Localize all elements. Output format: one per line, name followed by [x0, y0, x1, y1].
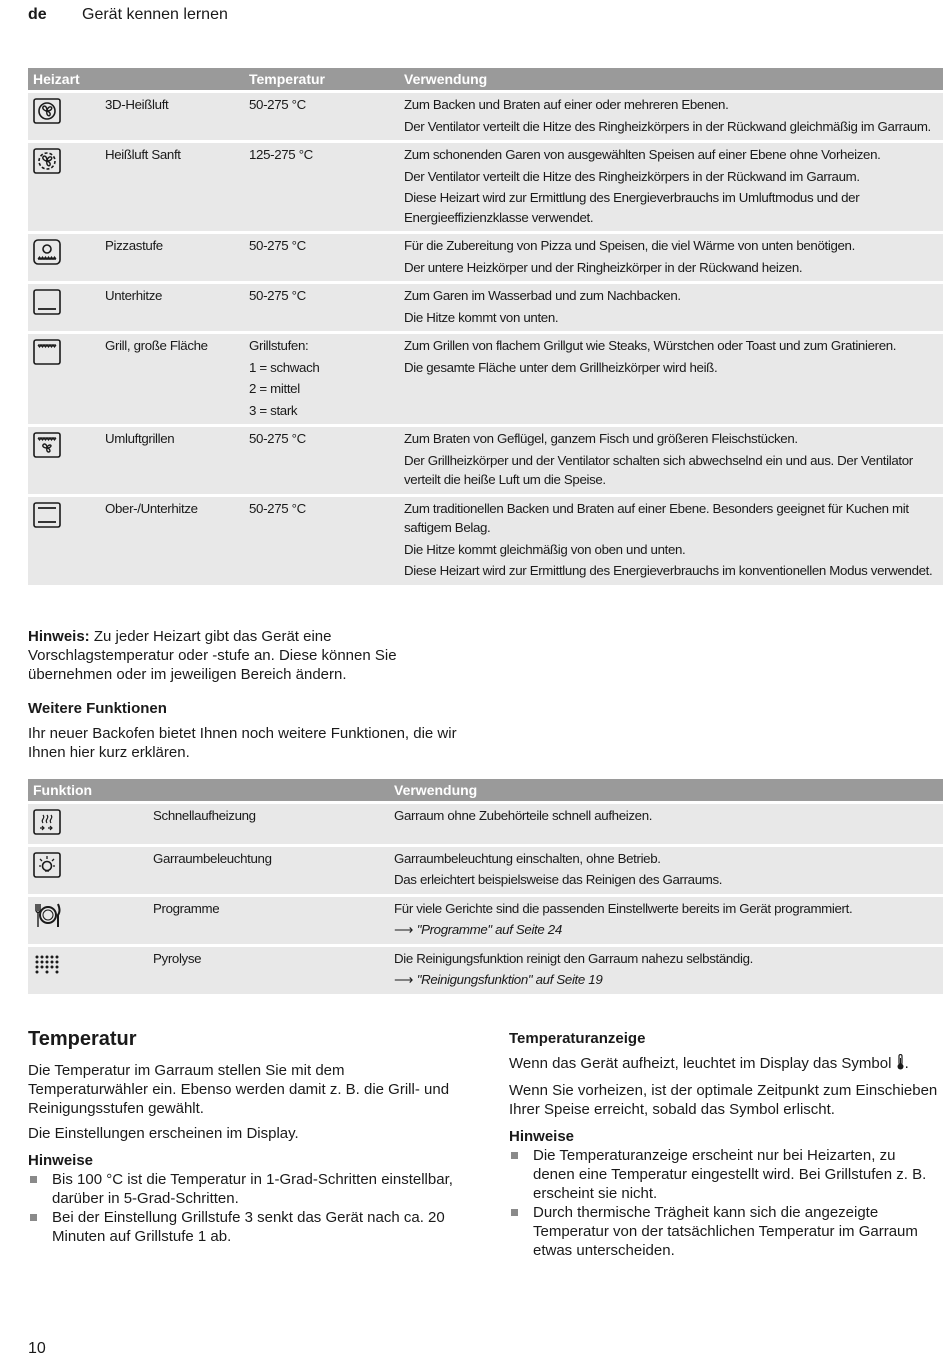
- list-item: Die Temperaturanzeige erscheint nur bei Heizarten, zu denen eine Temperatur eingestellt wird. Bei Grillstufen z. B. erscheint sie nicht.: [509, 1146, 939, 1203]
- usage-cell: [399, 331, 943, 424]
- temperature-cell: [244, 424, 399, 494]
- usage-text: Für viele Gerichte sind die passenden Einstellwerte bereits im Gerät programmiert.: [394, 900, 853, 916]
- heating-mode-icon-cell: [28, 331, 100, 424]
- table-row: [28, 494, 943, 585]
- temperature-display-paragraph: Wenn Sie vorheizen, ist der optimale Zeitpunkt zum Einschieben Ihrer Speise erreicht, sobald das Symbol erlischt.: [509, 1082, 938, 1118]
- heating-mode-name: 3D-Heißluft: [100, 90, 244, 140]
- usage-text: Der untere Heizkörper und der Ringheizkörper in der Rückwand heizen.: [404, 259, 803, 275]
- chapter-title: Gerät kennen lernen: [82, 6, 228, 23]
- thermometer-icon: [896, 1054, 905, 1075]
- heating-mode-name: Grill, große Fläche: [100, 331, 244, 424]
- usage-text: Garraumbeleuchtung einschalten, ohne Betrieb.: [394, 850, 661, 866]
- page-reference-text[interactable]: "Programme" auf Seite 24: [416, 922, 562, 937]
- usage-text: Zum Grillen von flachem Grillgut wie Steaks, Würstchen oder Toast und zum Gratinieren.: [404, 338, 897, 353]
- table-row: [28, 90, 943, 140]
- function-name: Schnellaufheizung: [148, 801, 389, 844]
- temperature-paragraph: Die Temperatur im Garraum stellen Sie mit dem Temperaturwähler ein. Ebenso werden damit z. B. die Grill- und Reinigungsstufen gewählt.: [28, 1062, 450, 1117]
- temperature-paragraph: Die Einstellungen erscheinen im Display.: [28, 1125, 299, 1142]
- page-reference-text[interactable]: "Reinigungsfunktion" auf Seite 19: [416, 972, 603, 987]
- temperature-display-heading: Temperaturanzeige: [509, 1030, 646, 1047]
- language-code: de: [28, 6, 47, 23]
- temperature-value: 50-275 °C: [249, 500, 306, 516]
- table-row: [28, 424, 943, 494]
- heating-mode-name: Ober-/Unterhitze: [100, 494, 244, 585]
- usage-text: Diese Heizart wird zur Ermittlung des Energieverbrauchs im Umluftmodus und der Energieeffizienzklasse verwendet.: [404, 190, 860, 225]
- temperature-value: 125-275 °C: [249, 147, 313, 162]
- usage-text: Der Grillheizkörper und der Ventilator schalten sich abwechselnd ein und aus. Der Ventilator verteilt die heiße Luft um die Speise.: [404, 452, 913, 487]
- heating-mode-icon-cell: [28, 90, 100, 140]
- temperature-cell: [244, 90, 399, 140]
- usage-text: Zum Garen im Wasserbad und zum Nachbacken.: [404, 288, 681, 303]
- column-header-heating-mode: Heizart: [28, 68, 244, 90]
- usage-text: Die Hitze kommt von unten.: [404, 309, 559, 325]
- pizza-setting-icon: [32, 238, 62, 266]
- heating-mode-icon-cell: [28, 231, 100, 281]
- usage-cell: [399, 90, 943, 140]
- temperature-value: 50-275 °C: [249, 431, 306, 446]
- oven-light-icon: [32, 851, 62, 879]
- arrow-right-icon: ⟶: [394, 972, 413, 987]
- list-item: Bei der Einstellung Grillstufe 3 senkt das Gerät nach ca. 20 Minuten auf Grillstufe 1 ab.: [28, 1208, 468, 1246]
- function-icon-cell: [28, 894, 148, 944]
- usage-cell: [389, 944, 943, 994]
- fan-3d-icon: [32, 97, 62, 125]
- temperature-cell: [244, 331, 399, 424]
- usage-text: Der Ventilator verteilt die Hitze des Ringheizkörpers in der Rückwand im Garraum.: [404, 168, 860, 184]
- arrow-right-icon: ⟶: [394, 922, 413, 937]
- heating-mode-icon-cell: [28, 140, 100, 231]
- column-header-usage: Verwendung: [389, 779, 943, 801]
- temperature-cell: [244, 494, 399, 585]
- temperature-display-paragraph: [509, 1054, 939, 1075]
- usage-cell: [399, 140, 943, 231]
- heating-mode-icon-cell: [28, 281, 100, 331]
- usage-cell: [399, 424, 943, 494]
- usage-text: Garraum ohne Zubehörteile schnell aufheizen.: [394, 808, 653, 823]
- table-row: [28, 894, 943, 944]
- table-header-row: [28, 68, 943, 90]
- table-header-row: [28, 779, 943, 801]
- temperature-cell: [244, 281, 399, 331]
- usage-text: Das erleichtert beispielsweise das Reinigen des Garraums.: [394, 872, 723, 887]
- temperature-display-text-end: .: [904, 1055, 909, 1072]
- page-number: 10: [28, 1340, 46, 1357]
- bottom-heat-icon: [32, 288, 62, 316]
- heating-mode-icon-cell: [28, 424, 100, 494]
- usage-cell: [389, 894, 943, 944]
- programmes-icon: [32, 901, 62, 929]
- temperature-display-notes-heading: Hinweise: [509, 1128, 575, 1145]
- hint-note: [28, 627, 468, 690]
- page-header: [28, 6, 228, 24]
- function-icon-cell: [28, 844, 148, 894]
- list-item: Durch thermische Trägheit kann sich die angezeigte Temperatur von der tatsächlichen Temperatur im Garraum etwas unterscheiden.: [509, 1203, 939, 1260]
- temperature-cell: [244, 140, 399, 231]
- usage-text: Die Reinigungsfunktion reinigt den Garraum nahezu selbständig.: [394, 950, 753, 966]
- more-functions-section: [28, 699, 468, 768]
- usage-text: Die Hitze kommt gleichmäßig von oben und unten.: [404, 541, 686, 557]
- temperature-notes-list: [28, 1170, 468, 1246]
- pyrolysis-icon: [32, 951, 62, 979]
- page-reference-link[interactable]: [394, 970, 938, 990]
- usage-text: Zum traditionellen Backen und Braten auf einer Ebene. Besonders geeignet für Kuchen mit saftigem Belag.: [404, 500, 909, 535]
- usage-text: Die gesamte Fläche unter dem Grillheizkörper wird heiß.: [404, 359, 718, 375]
- temperature-value: 3 = stark: [249, 402, 298, 418]
- temperature-section: [28, 1061, 468, 1246]
- table-row: [28, 844, 943, 894]
- table-row: [28, 281, 943, 331]
- usage-cell: [399, 494, 943, 585]
- usage-cell: [399, 281, 943, 331]
- temperature-display-text: Wenn das Gerät aufheizt, leuchtet im Display das Symbol: [509, 1055, 896, 1072]
- more-functions-text: Ihr neuer Backofen bietet Ihnen noch weitere Funktionen, die wir Ihnen hier kurz erklären.: [28, 725, 457, 761]
- rapid-heat-icon: [32, 808, 62, 836]
- function-icon-cell: [28, 944, 148, 994]
- table-row: [28, 944, 943, 994]
- heating-mode-name: Umluftgrillen: [100, 424, 244, 494]
- usage-text: Zum Backen und Braten auf einer oder mehreren Ebenen.: [404, 97, 729, 112]
- column-header-temperature: Temperatur: [244, 68, 399, 90]
- temperature-value: 50-275 °C: [249, 97, 306, 112]
- grill-large-icon: [32, 338, 62, 366]
- hint-label: Hinweis:: [28, 628, 90, 645]
- function-name: Programme: [148, 894, 389, 944]
- table-row: [28, 801, 943, 844]
- table-row: [28, 231, 943, 281]
- heating-mode-icon-cell: [28, 494, 100, 585]
- function-name: Garraumbeleuchtung: [148, 844, 389, 894]
- table-row: [28, 331, 943, 424]
- temperature-value: 50-275 °C: [249, 238, 306, 253]
- heating-modes-table: [28, 68, 943, 585]
- function-icon-cell: [28, 801, 148, 844]
- temperature-display-section: [509, 1029, 939, 1260]
- heating-mode-name: Unterhitze: [100, 281, 244, 331]
- column-header-function: Funktion: [28, 779, 389, 801]
- page-reference-link[interactable]: [394, 920, 938, 940]
- usage-text: Zum schonenden Garen von ausgewählten Speisen auf einer Ebene ohne Vorheizen.: [404, 147, 881, 162]
- top-bottom-heat-icon: [32, 501, 62, 529]
- usage-cell: [399, 231, 943, 281]
- temperature-cell: [244, 231, 399, 281]
- functions-table: [28, 779, 943, 994]
- column-header-usage: Verwendung: [399, 68, 943, 90]
- more-functions-heading: Weitere Funktionen: [28, 700, 167, 717]
- usage-text: Diese Heizart wird zur Ermittlung des Energieverbrauchs im konventionellen Modus verwendet.: [404, 563, 933, 578]
- hint-text: Zu jeder Heizart gibt das Gerät eine Vorschlagstemperatur oder -stufe an. Diese können Sie übernehmen oder im jeweiligen Bereich ändern.: [28, 628, 397, 683]
- fan-gentle-icon: [32, 147, 62, 175]
- fan-grill-icon: [32, 431, 62, 459]
- usage-text: Der Ventilator verteilt die Hitze des Ringheizkörpers in der Rückwand gleichmäßig im Garraum.: [404, 118, 931, 134]
- temperature-value: 2 = mittel: [249, 381, 300, 396]
- temperature-heading: Temperatur: [28, 1028, 137, 1050]
- temperature-value: 50-275 °C: [249, 288, 306, 303]
- heating-mode-name: Pizzastufe: [100, 231, 244, 281]
- list-item: Bis 100 °C ist die Temperatur in 1-Grad-Schritten einstellbar, darüber in 5-Grad-Schritten.: [28, 1170, 468, 1208]
- table-row: [28, 140, 943, 231]
- usage-cell: [389, 801, 943, 844]
- temperature-display-notes-list: [509, 1146, 939, 1260]
- usage-text: Zum Braten von Geflügel, ganzem Fisch und größeren Fleischstücken.: [404, 431, 798, 446]
- temperature-notes-heading: Hinweise: [28, 1152, 94, 1169]
- temperature-value: 1 = schwach: [249, 359, 320, 375]
- function-name: Pyrolyse: [148, 944, 389, 994]
- heating-mode-name: Heißluft Sanft: [100, 140, 244, 231]
- temperature-value: Grillstufen:: [249, 338, 309, 353]
- usage-text: Für die Zubereitung von Pizza und Speisen, die viel Wärme von unten benötigen.: [404, 238, 855, 253]
- usage-cell: [389, 844, 943, 894]
